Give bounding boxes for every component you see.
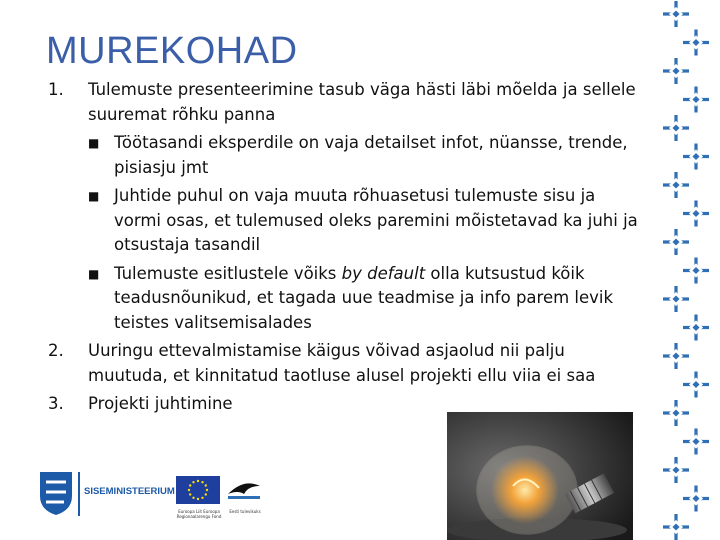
eu-star [205,484,207,486]
eu-star [189,484,191,486]
ministry-name: SISEMINISTEERIUM [84,486,175,497]
ornament-star [683,258,709,284]
square-bullet-icon: ■ [88,266,100,281]
sub-item-2 [88,184,638,258]
ornament-star [683,372,709,398]
swallow-icon [226,476,262,504]
ornament-star [663,1,689,27]
sub-item-text: Töötasandi eksperdile on vaja detailset infot, nüansse, trende, pisiasju jmt [114,133,628,177]
ornament-star [683,30,709,56]
ornament-star [683,486,709,512]
eu-star [197,498,199,500]
eu-logo [176,476,222,519]
eu-star [205,493,207,495]
list-item-1 [48,78,638,127]
eu-star [197,480,199,482]
slide-title: MUREKOHAD [46,30,298,72]
ornament-star [663,229,689,255]
fund-caption: Eesti tulevikuks [229,509,261,514]
ornament-star [683,429,709,455]
ornament-star [663,457,689,483]
eu-star [192,481,194,483]
ornament-star [663,400,689,426]
ornament-star [683,144,709,170]
sub-item-text: Juhtide puhul on vaja muuta rõhuasetusi tulemuste sisu ja vormi osas, et tulemused oleks paremini mõistetavad ka juhi ja otsustaja tasandil [114,186,638,254]
item-text: Tulemuste presenteerimine tasub väga hästi läbi mõelda ja sellele suuremat rõhku panna [88,80,636,124]
ornament-star [663,115,689,141]
coat-of-arms-icon [38,470,74,516]
ornament-star [663,172,689,198]
sub-item-3 [88,262,638,336]
ornament-star [663,343,689,369]
light-bulb-image [447,412,633,540]
ornament-star [683,201,709,227]
ornament-border [660,0,712,540]
eu-star [188,489,190,491]
item-number: 3. [48,394,64,413]
ornament-star [663,286,689,312]
slide-content [48,78,638,417]
eu-star [201,481,203,483]
sub-item-text: Tulemuste esitlustele võiks by default olla kutsustud kõik teadusnõunikud, et tagada uue teadmise ja info parem levik teistes valitsemisalades [114,263,614,332]
item-text: Projekti juhtimine [88,394,233,413]
item-number: 1. [48,80,64,99]
list-item-2 [48,339,638,388]
eu-caption: Euroopa Liit Euroopa Regionaalarengu Fond [176,509,222,519]
ornament-star [663,514,689,540]
item-text: Uuringu ettevalmistamise käigus võivad asjaolud nii palju muutuda, et kinnitatud taotluse alusel projekti ellu viia ei saa [88,341,596,385]
eu-star [192,497,194,499]
square-bullet-icon: ■ [88,189,100,203]
ornament-star [663,58,689,84]
eu-star [206,489,208,491]
eu-star [201,497,203,499]
sub-item-1 [88,131,638,180]
fund-logo [226,476,264,514]
ornament-star [683,315,709,341]
item-number: 2. [48,341,64,360]
eu-flag-icon [176,476,220,504]
eu-star [189,493,191,495]
ornament-star [683,87,709,113]
square-bullet-icon: ■ [88,136,100,150]
